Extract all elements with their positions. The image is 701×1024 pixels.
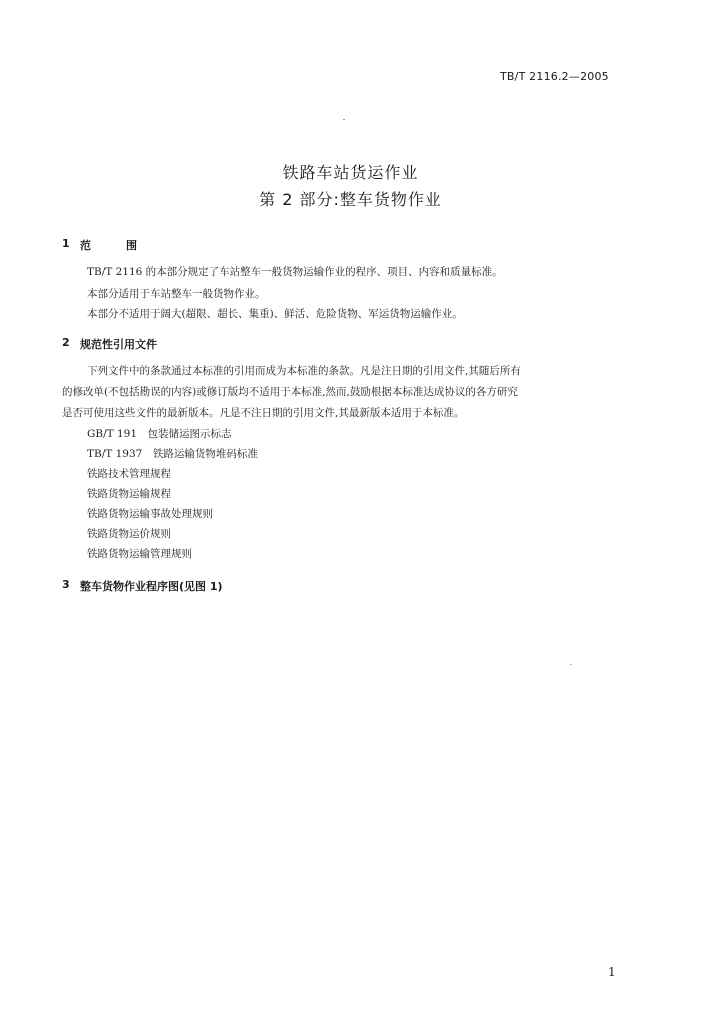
standard-code: TB/T 2116.2—2005 — [500, 70, 609, 83]
section-2-intro-line: 下列文件中的条款通过本标准的引用而成为本标准的条款。凡是注日期的引用文件,其随后所有 — [87, 365, 521, 377]
section-1-paragraph: TB/T 2116 的本部分规定了车站整车一般货物运输作业的程序、项目、内容和质量标准。 — [87, 266, 503, 278]
section-1-paragraph: 本部分适用于车站整车一般货物作业。 — [87, 288, 266, 300]
reference-item: 铁路货物运价规则 — [87, 528, 171, 540]
section-1-paragraph: 本部分不适用于阔大(超限、超长、集重)、鲜活、危险货物、军运货物运输作业。 — [87, 308, 463, 320]
section-2-intro-line: 是否可使用这些文件的最新版本。凡是不注日期的引用文件,其最新版本适用于本标准。 — [62, 407, 465, 419]
section-2-number: 2 — [62, 336, 70, 349]
section-3-title: 整车货物作业程序图(见图 1) — [80, 580, 223, 593]
page-number: 1 — [608, 965, 616, 979]
scan-speck — [343, 119, 345, 120]
section-2-title: 规范性引用文件 — [80, 338, 157, 351]
reference-item: TB/T 1937 铁路运输货物堆码标准 — [87, 448, 258, 460]
reference-item: 铁路货物运输规程 — [87, 488, 171, 500]
section-1-number: 1 — [62, 237, 70, 250]
section-2-intro-line: 的修改单(不包括勘误的内容)或修订版均不适用于本标准,然而,鼓励根据本标准达成协议的各方研究 — [62, 386, 518, 398]
reference-item: 铁路货物运输管理规则 — [87, 548, 192, 560]
section-3-number: 3 — [62, 578, 70, 591]
reference-item: 铁路货物运输事故处理规则 — [87, 508, 213, 520]
document-title-line1: 铁路车站货运作业 — [282, 163, 419, 182]
section-1-title: 范 围 — [80, 239, 149, 252]
document-title-line2: 第 2 部分:整车货物作业 — [259, 190, 442, 209]
scan-speck — [570, 664, 572, 665]
reference-item: GB/T 191 包装储运图示标志 — [87, 428, 232, 440]
reference-item: 铁路技术管理规程 — [87, 468, 171, 480]
